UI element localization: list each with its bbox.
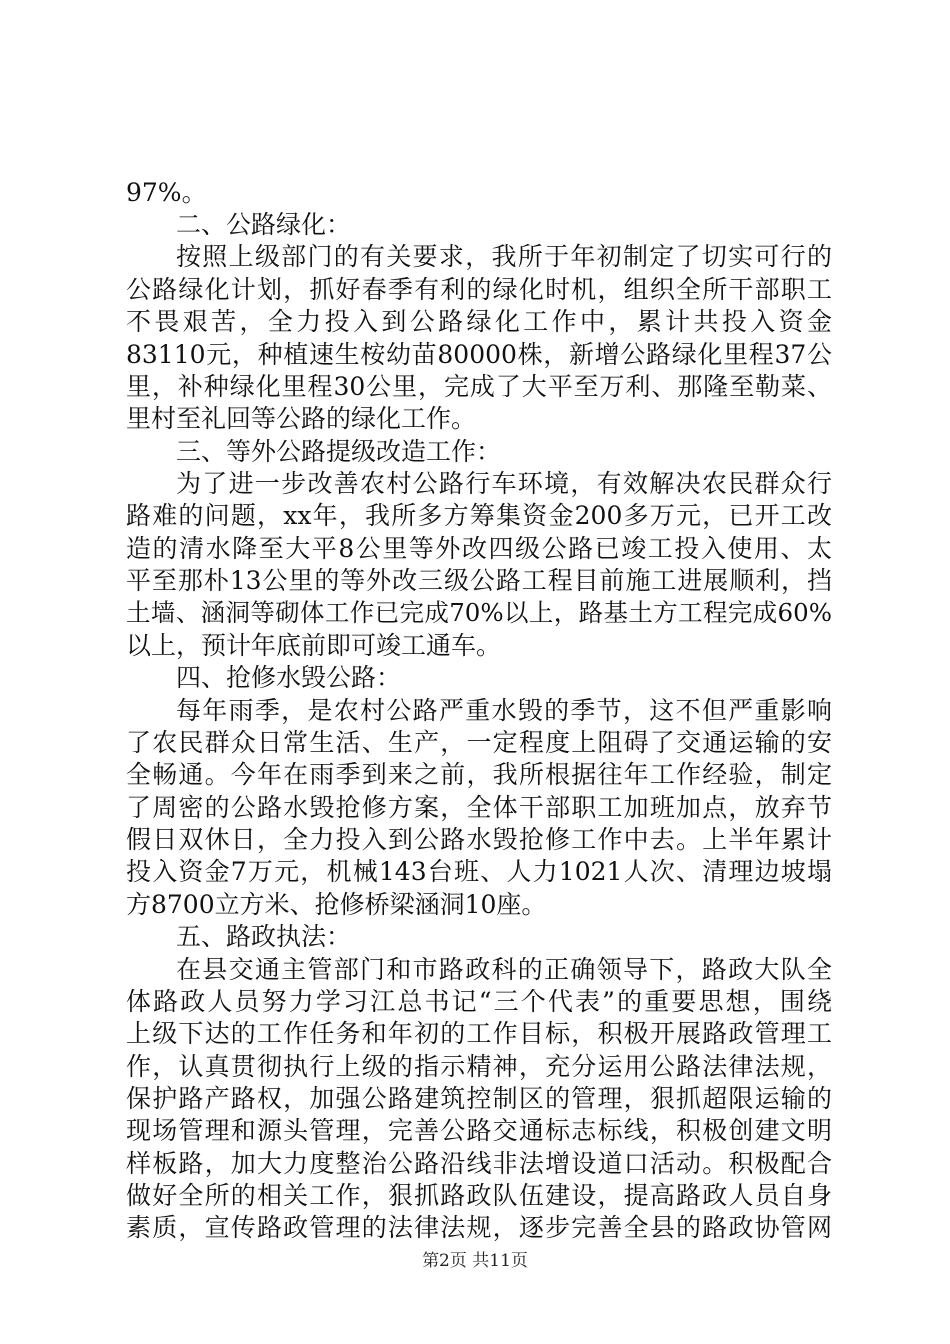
text-line: 按照上级部门的有关要求，我所于年初制定了切实可行的 — [176, 242, 832, 271]
text-line: 造的清水降至大平8公里等外改四级公路已竣工投入使用、太 — [126, 534, 832, 563]
text-line: 以上，预计年底前即可竣工通车。 — [126, 631, 502, 660]
text-line: 在县交通主管部门和市路政科的正确领导下，路政大队全 — [176, 955, 832, 984]
text-line: 里村至礼回等公路的绿化工作。 — [126, 404, 477, 433]
text-line: 全畅通。今年在雨季到来之前，我所根据往年工作经验，制定 — [126, 760, 832, 789]
text-line: 土墙、涵洞等砌体工作已完成70%以上，路基土方工程完成60% — [126, 598, 832, 627]
text-line: 方8700立方米、抢修桥梁涵洞10座。 — [126, 890, 547, 919]
text-line: 公路绿化计划，抓好春季有利的绿化时机，组织全所干部职工 — [126, 275, 832, 304]
text-line: 保护路产路权，加强公路建筑控制区的管理，狠抓超限运输的 — [126, 1084, 832, 1113]
page-number-footer: 第2页 共11页 — [422, 1251, 528, 1271]
text-line: 作，认真贯彻执行上级的指示精神，充分运用公路法律法规， — [126, 1052, 832, 1081]
text-line: 里，补种绿化里程30公里，完成了大平至万利、那隆至勒菜、 — [126, 372, 832, 401]
text-line: 不畏艰苦，全力投入到公路绿化工作中，累计共投入资金 — [126, 307, 832, 336]
text-line: 了农民群众日常生活、生产，一定程度上阻碍了交通运输的安 — [126, 728, 832, 757]
section-heading: 四、抢修水毁公路： — [176, 663, 402, 692]
text-line: 为了进一步改善农村公路行车环境，有效解决农民群众行 — [176, 469, 832, 498]
text-line: 每年雨季，是农村公路严重水毁的季节，这不但严重影响 — [176, 696, 832, 725]
section-heading: 三、等外公路提级改造工作： — [176, 437, 502, 466]
text-line: 现场管理和源头管理，完善公路交通标志标线，积极创建文明 — [126, 1116, 832, 1145]
text-line: 97%。 — [126, 178, 207, 207]
text-line: 了周密的公路水毁抢修方案，全体干部职工加班加点，放弃节 — [126, 793, 832, 822]
text-line: 路难的问题，xx年，我所多方筹集资金200多万元，已开工改 — [126, 501, 832, 530]
section-heading: 五、路政执法： — [176, 922, 352, 951]
text-line: 上级下达的工作任务和年初的工作目标，积极开展路政管理工 — [126, 1019, 832, 1048]
section-heading: 二、公路绿化： — [176, 210, 352, 239]
text-line: 投入资金7万元，机械143台班、人力1021人次、清理边坡塌 — [126, 857, 832, 886]
text-line: 假日双休日，全力投入到公路水毁抢修工作中去。上半年累计 — [126, 825, 832, 854]
text-line: 素质，宣传路政管理的法律法规，逐步完善全县的路政协管网 — [126, 1213, 832, 1242]
text-line: 平至那朴13公里的等外改三级公路工程目前施工进展顺利，挡 — [126, 566, 832, 595]
text-line: 83110元，种植速生桉幼苗80000株，新增公路绿化里程37公 — [126, 340, 832, 369]
text-line: 样板路，加大力度整治公路沿线非法增设道口活动。积极配合 — [126, 1149, 832, 1178]
text-line: 体路政人员努力学习江总书记“三个代表”的重要思想，围绕 — [126, 987, 832, 1016]
text-line: 做好全所的相关工作，狠抓路政队伍建设，提高路政人员自身 — [126, 1181, 832, 1210]
